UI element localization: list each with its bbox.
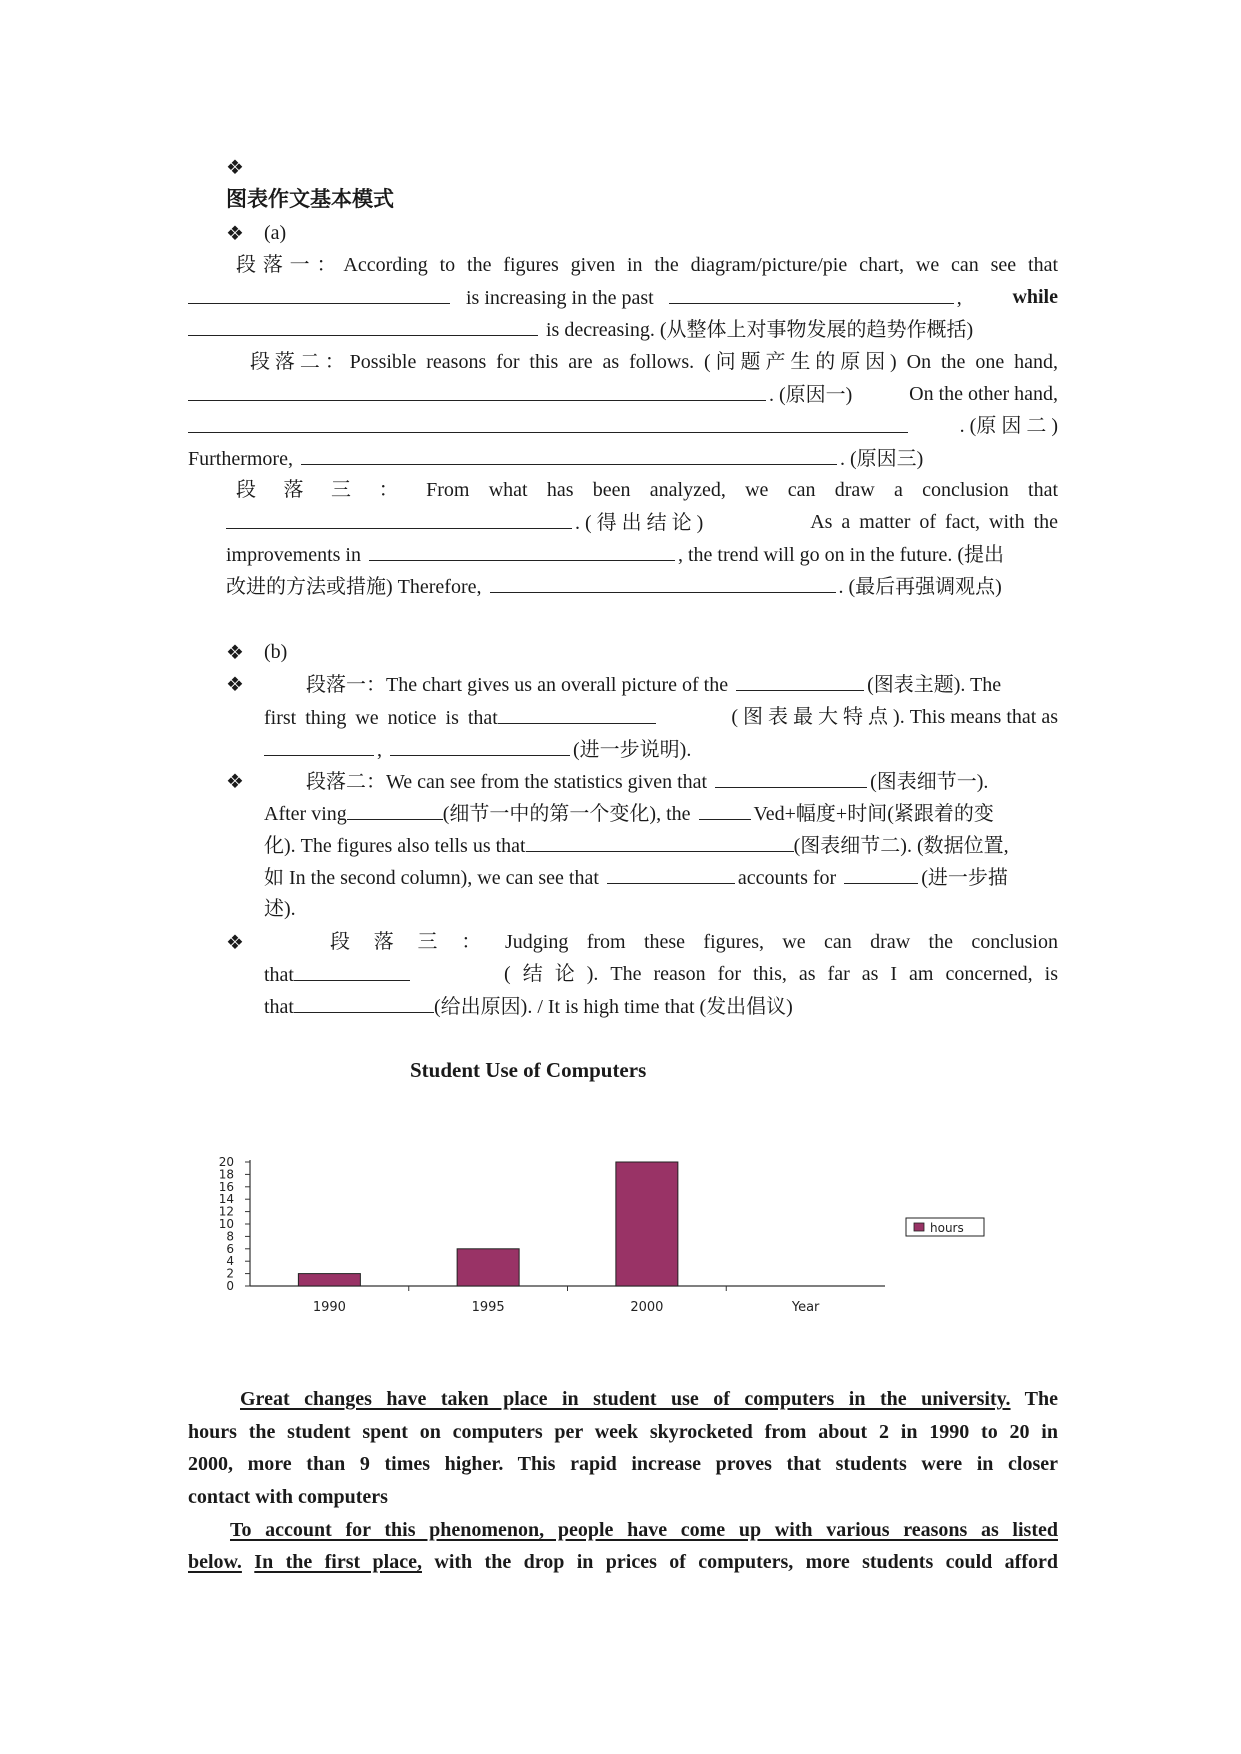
y-tick-label: 12: [218, 1204, 234, 1219]
paragraph-note: (进一步说明).: [573, 739, 692, 761]
section-a-p3-line1: [236, 478, 1058, 502]
paragraph-text: From what has been analyzed, we can draw a conclusion that: [426, 479, 1058, 501]
chart-title: Student Use of Computers: [410, 1058, 647, 1082]
x-tick-label: 1995: [471, 1300, 505, 1315]
fill-blank[interactable]: [188, 317, 538, 336]
paragraph-note: . (原 因 二 ): [959, 415, 1058, 437]
bar-chart: [0, 1150, 1241, 1370]
paragraph-text: 改进的方法或措施) Therefore,: [226, 576, 482, 598]
paragraph-prefix: 段落二：: [306, 771, 386, 793]
paragraph-text: Judging from these figures, we can draw the conclusion: [505, 931, 1058, 953]
essay-p1-line4: contact with computers: [188, 1486, 388, 1508]
essay-text: The: [1024, 1388, 1059, 1410]
paragraph-note: (进一步描: [921, 867, 1008, 889]
paragraph-note: . ( 得 出 结 论 ): [575, 512, 704, 534]
fill-blank[interactable]: [844, 865, 918, 884]
paragraph-prefix: 段落一：: [306, 674, 386, 696]
paragraph-note: (图表细节二). (数据位置,: [793, 835, 1009, 857]
paragraph-note: (给出原因). / It is high time that (发出倡议): [434, 996, 793, 1018]
bullet-icon: ❖: [226, 672, 244, 696]
paragraph-text: We can see from the statistics given that: [386, 771, 708, 793]
section-b-p2-line5: 述).: [264, 898, 296, 920]
fill-blank[interactable]: [736, 672, 864, 691]
section-a-p3-line2: [226, 510, 1058, 535]
fill-blank[interactable]: [294, 994, 434, 1013]
fill-blank[interactable]: [226, 510, 572, 529]
section-b-p3-line2: [264, 962, 1058, 987]
y-tick-label: 16: [218, 1179, 234, 1194]
y-tick-label: 0: [226, 1279, 234, 1293]
page-title: 图表作文基本模式: [226, 187, 394, 211]
paragraph-text: 如 In the second column), we can see that: [264, 867, 599, 889]
paragraph-text: ,: [956, 287, 962, 309]
essay-transition: In the first place,: [254, 1551, 422, 1573]
paragraph-prefix: 段落二：: [250, 351, 350, 373]
bullet-icon: ❖: [226, 640, 244, 664]
fill-blank[interactable]: [498, 705, 656, 724]
bullet-icon: ❖: [226, 155, 244, 179]
fill-blank[interactable]: [699, 801, 751, 820]
bullet-icon: ❖: [226, 221, 244, 245]
fill-blank[interactable]: [526, 833, 794, 852]
paragraph-text: first thing we notice is that: [264, 707, 498, 729]
section-b-label: (b): [264, 641, 288, 663]
bullet-icon: ❖: [226, 930, 244, 954]
paragraph-text: is decreasing.: [546, 319, 655, 341]
bar: [616, 1162, 678, 1286]
essay-topic-sentence: below.: [188, 1551, 242, 1573]
paragraph-text: that: [264, 964, 294, 986]
y-tick-label: 2: [226, 1266, 234, 1281]
x-tick-label: 2000: [630, 1300, 664, 1315]
paragraph-prefix: 段 落 三 ：: [236, 479, 407, 501]
fill-blank[interactable]: [715, 769, 867, 788]
y-tick-label: 6: [226, 1241, 234, 1256]
section-a-p3-line3: [226, 542, 1004, 567]
paragraph-text: that: [264, 996, 294, 1018]
fill-blank[interactable]: [301, 446, 837, 465]
legend-swatch: [914, 1223, 924, 1231]
y-tick-label: 14: [218, 1192, 234, 1207]
essay-topic-sentence: To account for this phenomenon, people have come up with various reasons as listed: [230, 1519, 1058, 1541]
bar: [298, 1274, 360, 1286]
paragraph-text: ,: [377, 739, 382, 761]
paragraph-text: On the other hand,: [909, 383, 1058, 405]
paragraph-note: . (原因一): [769, 384, 853, 406]
paragraph-text: As a matter of fact, with the: [810, 511, 1058, 533]
paragraph-text: 化). The figures also tells us that: [264, 835, 526, 857]
essay-p2-line1: [230, 1518, 1058, 1542]
fill-blank[interactable]: [294, 962, 410, 981]
y-tick-label: 10: [218, 1217, 234, 1231]
paragraph-text: On the one hand,: [906, 351, 1059, 373]
essay-p1-line1: [240, 1387, 1058, 1411]
legend-label: hours: [930, 1221, 964, 1235]
paragraph-text: Possible reasons for this are as follows.: [349, 351, 695, 373]
essay-p1-line2: hours the student spent on computers per week skyrocketed from about 2 in 1990 to 20 in: [188, 1421, 1058, 1443]
fill-blank[interactable]: [188, 285, 450, 304]
fill-blank[interactable]: [607, 865, 735, 884]
section-a-p3-line4: [226, 574, 1002, 599]
section-a-p2-line3: [188, 414, 1058, 439]
fill-blank[interactable]: [188, 414, 908, 433]
paragraph-note: ( 图 表 最 大 特 点 ). This means that as: [731, 706, 1058, 728]
section-b-p1-line3: [264, 737, 691, 762]
paragraph-text: improvements in: [226, 544, 361, 566]
fill-blank[interactable]: [390, 737, 570, 756]
paragraph-text: According to the figures given in the diagram/picture/pie chart, we can see that: [343, 254, 1059, 276]
paragraph-note: Ved+幅度+时间(紧跟着的变: [753, 803, 994, 825]
section-b-p2-line2: [264, 801, 994, 826]
paragraph-text: while: [1012, 286, 1058, 308]
paragraph-text: is increasing in the past: [466, 287, 654, 309]
section-b-p2-line4: [264, 865, 1008, 890]
x-tick-label: Year: [791, 1300, 820, 1315]
y-tick-label: 8: [226, 1229, 234, 1244]
section-a-p1-line1: [236, 253, 1058, 277]
paragraph-prefix: 段落一：: [236, 254, 344, 276]
fill-blank[interactable]: [347, 801, 443, 820]
section-a-p1-line2: [188, 285, 1058, 310]
section-b-p1-line2: [264, 705, 1058, 730]
section-a-p2-line1: [250, 350, 1058, 374]
paragraph-note: . (原因三): [839, 448, 924, 470]
y-tick-label: 4: [226, 1254, 234, 1269]
paragraph-note: (图表主题). The: [867, 674, 1002, 696]
paragraph-text: After ving: [264, 803, 347, 825]
paragraph-text: Furthermore,: [188, 448, 293, 470]
section-a-p1-line3: [188, 317, 973, 342]
y-tick-label: 20: [218, 1155, 234, 1169]
x-tick-label: 1990: [312, 1300, 346, 1315]
fill-blank[interactable]: [669, 285, 954, 304]
paragraph-prefix: 段 落 三 ：: [330, 931, 487, 953]
fill-blank[interactable]: [264, 737, 374, 756]
y-tick-label: 18: [218, 1167, 234, 1182]
paragraph-note: ( 结 论 ). The reason for this, as far as I am concerned, is: [504, 963, 1058, 985]
paragraph-note: (细节一中的第一个变化), the: [442, 803, 691, 825]
section-b-p3-line3: [264, 994, 793, 1019]
fill-blank[interactable]: [188, 382, 766, 401]
section-a-p2-line4: [188, 446, 923, 471]
fill-blank[interactable]: [369, 542, 675, 561]
section-a-p2-line2: [188, 382, 1058, 407]
section-b-p1-line1: [306, 672, 1058, 697]
paragraph-note: (从整体上对事物发展的趋势作概括): [659, 319, 974, 341]
section-b-p2-line1: [306, 769, 1058, 794]
paragraph-text: The chart gives us an overall picture of the: [386, 674, 729, 696]
paragraph-text: , the trend will go on in the future. (提出: [677, 544, 1005, 566]
paragraph-note: (图表细节一).: [870, 771, 989, 793]
paragraph-note: (问题产生的原因): [704, 351, 897, 373]
bullet-icon: ❖: [226, 769, 244, 793]
essay-topic-sentence: Great changes have taken place in student use of computers in the university.: [240, 1388, 1011, 1410]
fill-blank[interactable]: [490, 574, 836, 593]
essay-p1-line3: 2000, more than 9 times higher. This rapid increase proves that students were in closer: [188, 1453, 1058, 1475]
section-b-p3-line1: [330, 930, 1058, 954]
bar: [457, 1249, 519, 1286]
paragraph-text: accounts for: [737, 867, 837, 889]
essay-p2-line2: [188, 1550, 1058, 1574]
paragraph-note: . (最后再强调观点): [838, 576, 1002, 598]
section-a-label: (a): [264, 222, 287, 244]
section-b-p2-line3: [264, 833, 1009, 858]
essay-text: with the drop in prices of computers, more students could afford: [434, 1551, 1059, 1573]
